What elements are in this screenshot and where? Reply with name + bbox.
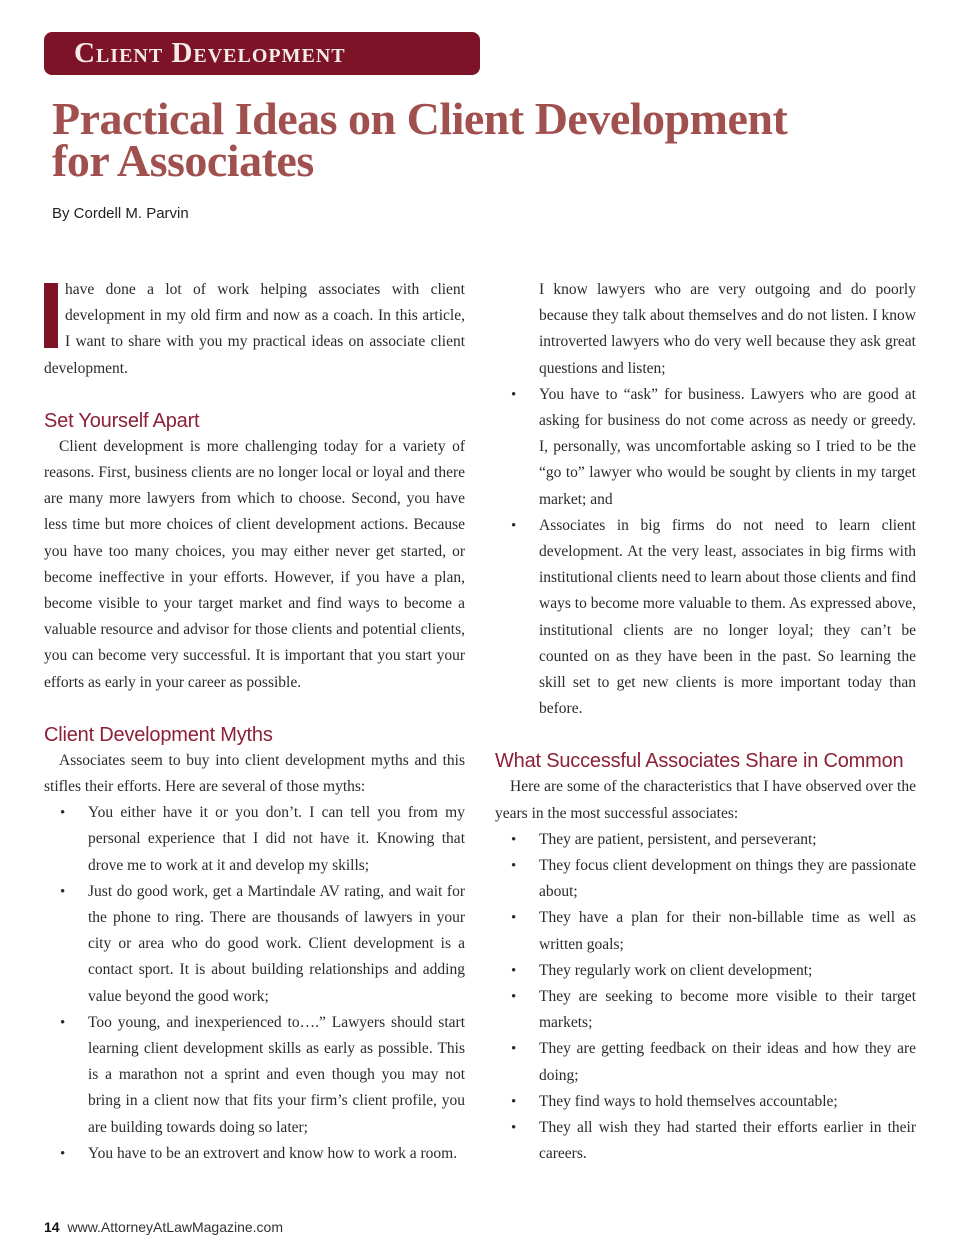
byline: By Cordell M. Parvin bbox=[52, 205, 189, 222]
list-item: • They all wish they had started their efforts earlier in their careers. bbox=[495, 1115, 916, 1167]
article-title-line-2: for Associates bbox=[52, 135, 314, 186]
heading-set-yourself-apart: Set Yourself Apart bbox=[44, 409, 200, 432]
right-column bbox=[495, 277, 916, 1168]
myth-continuation: I know lawyers who are very outgoing and do poorly because they talk about themselves and do not listen. I know introverted lawyers who do very well because they ask great questions and listen; bbox=[539, 281, 916, 377]
list-item: • You have to be an extrovert and know how to work a room. bbox=[44, 1141, 465, 1167]
list-item: • Too young, and inexperienced to….” Lawyers should start learning client development skills as early as possible. This is a marathon not a sprint and even though you may not bring in a client now that fits your firm’s client profile, you are building towards doing so later; bbox=[44, 1010, 465, 1141]
list-item: • They are patient, persistent, and perseverant; bbox=[495, 827, 916, 853]
list-item: • They regularly work on client development; bbox=[495, 958, 916, 984]
intro-paragraph bbox=[44, 277, 465, 382]
myths-list bbox=[44, 800, 465, 1167]
list-item: • You have to “ask” for business. Lawyers who are good at asking for business do not come across as needy or greedy. I, personally, was uncomfortable asking so I tried to be the “go to” lawyer who would be sought by clients in my target market; and bbox=[495, 382, 916, 513]
drop-cap-i bbox=[44, 283, 58, 348]
list-item: • They have a plan for their non-billable time as well as written goals; bbox=[495, 905, 916, 957]
paragraph-characteristics-intro: Here are some of the characteristics that I have observed over the years in the most successful associates: bbox=[495, 778, 916, 822]
article-title bbox=[52, 93, 892, 186]
list-item: • Just do good work, get a Martindale AV rating, and wait for the phone to ring. There are thousands of lawyers in your city or area who do good work. Client development is a contact sport. It is about building relationships and adding value beyond the good work; bbox=[44, 879, 465, 1010]
article-title-line-1: Practical Ideas on Client Development bbox=[52, 93, 788, 144]
page-footer bbox=[44, 1219, 283, 1235]
characteristics-list bbox=[495, 827, 916, 1168]
section-banner-label: Client Development bbox=[74, 37, 346, 69]
list-item: • They are seeking to become more visible to their target markets; bbox=[495, 984, 916, 1036]
heading-what-successful-associates-share: What Successful Associates Share in Common bbox=[495, 750, 904, 773]
website-url: www.AttorneyAtLawMagazine.com bbox=[67, 1219, 284, 1235]
paragraph-set-yourself-apart: Client development is more challenging today for a variety of reasons. First, business clients are no longer local or loyal and there are many more lawyers from which to choose. Second, you have less time but more choices of client development actions. Because you have too many choices, you may either never get started, or become ineffective in your efforts. However, if you have a plan, become visible to your target market and find ways to become a valuable resource and advisor for those clients and potential clients, you can become very successful. It is important that you start your efforts as early in your career as possible. bbox=[44, 437, 465, 691]
page-number: 14 bbox=[44, 1219, 60, 1235]
myths-list-continued bbox=[495, 382, 916, 723]
left-column bbox=[44, 277, 465, 1167]
list-item: • Associates in big firms do not need to learn client development. At the very least, associates in big firms with institutional clients need to learn about those clients and find ways to become more valuable to them. As expressed above, institutional clients are no longer loyal; they can’t be counted on as they have been in the past. So learning the skill set to get new clients is more important today than before. bbox=[495, 513, 916, 723]
paragraph-myths-intro: Associates seem to buy into client development myths and this stifles their efforts. Here are several of those myths: bbox=[44, 751, 465, 796]
list-item: • You either have it or you don’t. I can tell you from my personal experience that I did not have it. Knowing that drove me to work at it and develop my skills; bbox=[44, 800, 465, 879]
list-item: • They focus client development on things they are passionate about; bbox=[495, 853, 916, 905]
list-item: • They are getting feedback on their ideas and how they are doing; bbox=[495, 1036, 916, 1088]
section-banner bbox=[44, 32, 480, 75]
heading-client-development-myths: Client Development Myths bbox=[44, 723, 273, 746]
list-item: • They find ways to hold themselves accountable; bbox=[495, 1089, 916, 1115]
intro-text: have done a lot of work helping associates with client development in my old firm and now as a coach. In this article, I want to share with you my practical ideas on associate client development. bbox=[44, 281, 465, 377]
